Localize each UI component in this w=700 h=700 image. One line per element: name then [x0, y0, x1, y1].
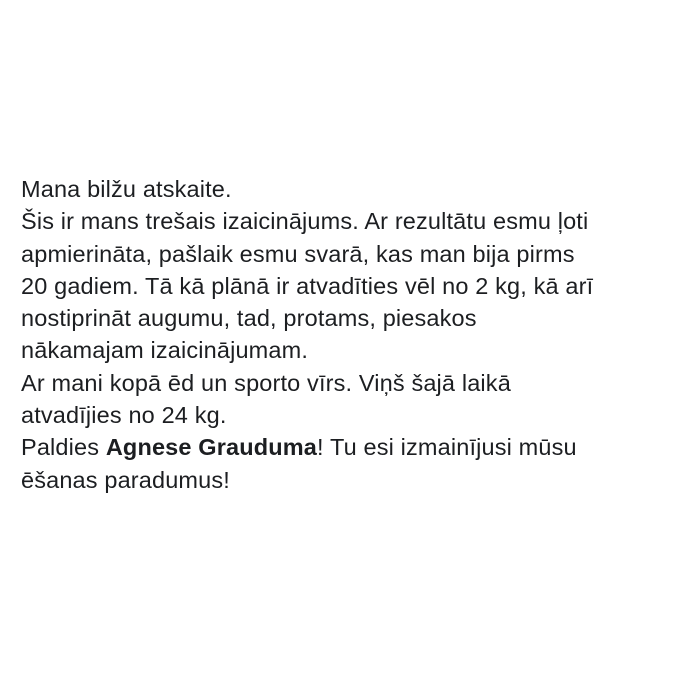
thanks-text: Paldies — [21, 434, 106, 461]
post-line-6: nākamajam izaicinājumam. — [21, 337, 309, 364]
post-line-10: ēšanas paradumus! — [21, 466, 230, 493]
post-line-8: atvadījies no 24 kg. — [21, 402, 227, 429]
post-line-3: apmierināta, pašlaik esmu svarā, kas man bija pirms — [21, 240, 575, 267]
post-text — [21, 173, 681, 496]
post-line-1: Mana bilžu atskaite. — [21, 176, 232, 202]
thanks-text-end: ! Tu esi izmainījusi mūsu — [317, 434, 577, 461]
post-line-9 — [21, 431, 681, 463]
user-mention-link[interactable]: Agnese Grauduma — [105, 434, 318, 461]
post-line-4: 20 gadiem. Tā kā plānā ir atvadīties vēl no 2 kg, kā arī — [21, 272, 594, 299]
post-line-5: nostiprināt augumu, tad, protams, piesakos — [21, 305, 477, 332]
post-line-7: Ar mani kopā ēd un sporto vīrs. Viņš šajā laikā — [21, 369, 511, 396]
post-line-2: Šis ir mans trešais izaicinājums. Ar rezultātu esmu ļoti — [21, 208, 589, 235]
